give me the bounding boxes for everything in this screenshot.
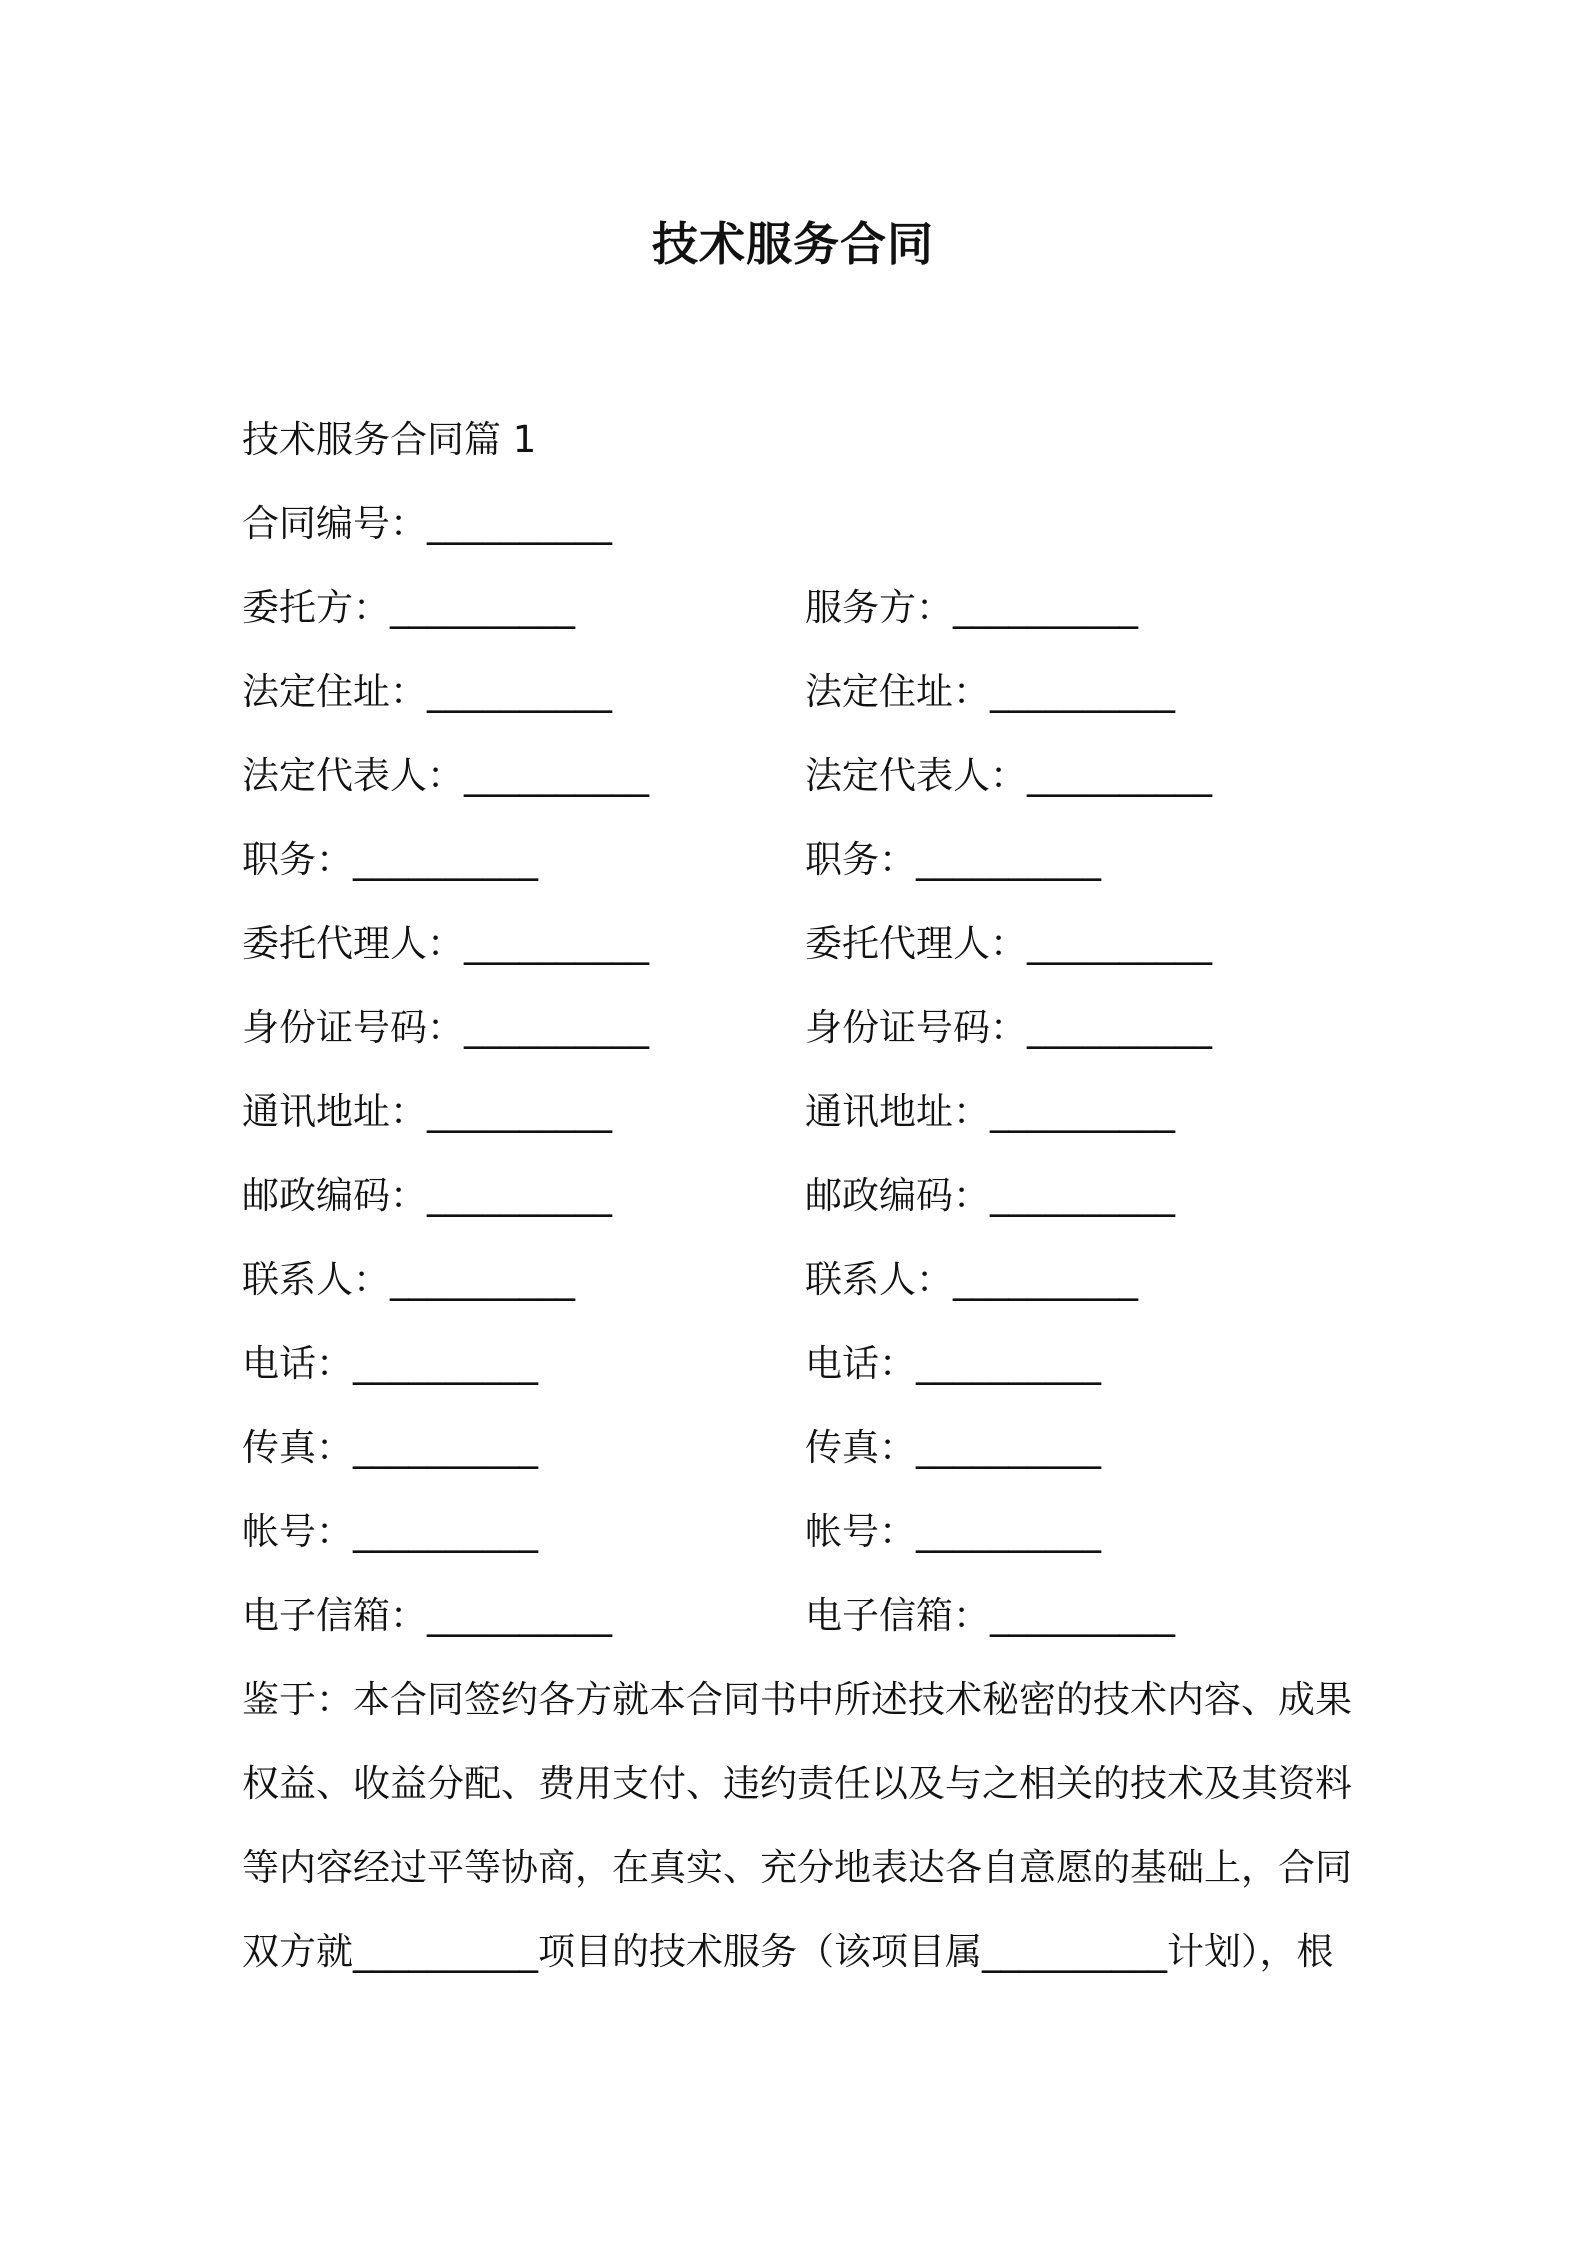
- left-field-postal-code: 邮政编码：__________: [242, 1174, 612, 1217]
- left-field-mailing-address: 通讯地址：__________: [242, 1090, 612, 1133]
- right-field-email: 电子信箱：__________: [805, 1594, 1175, 1637]
- left-field-contact: 联系人：__________: [242, 1258, 575, 1301]
- section-heading: 技术服务合同篇 1: [242, 418, 537, 461]
- right-field-account: 帐号：__________: [805, 1510, 1101, 1553]
- document-title: 技术服务合同: [652, 217, 934, 271]
- left-field-fax: 传真：__________: [242, 1426, 538, 1469]
- right-field-address: 法定住址：__________: [805, 670, 1175, 713]
- right-field-legal-rep: 法定代表人：__________: [805, 754, 1212, 797]
- left-field-legal-rep: 法定代表人：__________: [242, 754, 649, 797]
- left-field-account: 帐号：__________: [242, 1510, 538, 1553]
- left-field-id-number: 身份证号码：__________: [242, 1006, 649, 1049]
- right-field-provider: 服务方：__________: [805, 586, 1138, 629]
- left-field-client: 委托方：__________: [242, 586, 575, 629]
- right-field-mailing-address: 通讯地址：__________: [805, 1090, 1175, 1133]
- paragraph-line-3: 等内容经过平等协商，在真实、充分地表达各自意愿的基础上，合同: [242, 1846, 1352, 1889]
- paragraph-line-1: 鉴于：本合同签约各方就本合同书中所述技术秘密的技术内容、成果: [242, 1678, 1352, 1721]
- contract-number-field: 合同编号：__________: [242, 502, 612, 545]
- left-field-agent: 委托代理人：__________: [242, 922, 649, 965]
- right-field-fax: 传真：__________: [805, 1426, 1101, 1469]
- right-field-postal-code: 邮政编码：__________: [805, 1174, 1175, 1217]
- right-field-position: 职务：__________: [805, 838, 1101, 881]
- left-field-position: 职务：__________: [242, 838, 538, 881]
- right-field-contact: 联系人：__________: [805, 1258, 1138, 1301]
- right-field-id-number: 身份证号码：__________: [805, 1006, 1212, 1049]
- left-field-email: 电子信箱：__________: [242, 1594, 612, 1637]
- right-field-agent: 委托代理人：__________: [805, 922, 1212, 965]
- left-field-phone: 电话：__________: [242, 1342, 538, 1385]
- right-field-phone: 电话：__________: [805, 1342, 1101, 1385]
- paragraph-line-2: 权益、收益分配、费用支付、违约责任以及与之相关的技术及其资料: [242, 1762, 1352, 1805]
- left-field-address: 法定住址：__________: [242, 670, 612, 713]
- paragraph-line-4: 双方就__________项目的技术服务（该项目属__________计划），根: [242, 1930, 1334, 1973]
